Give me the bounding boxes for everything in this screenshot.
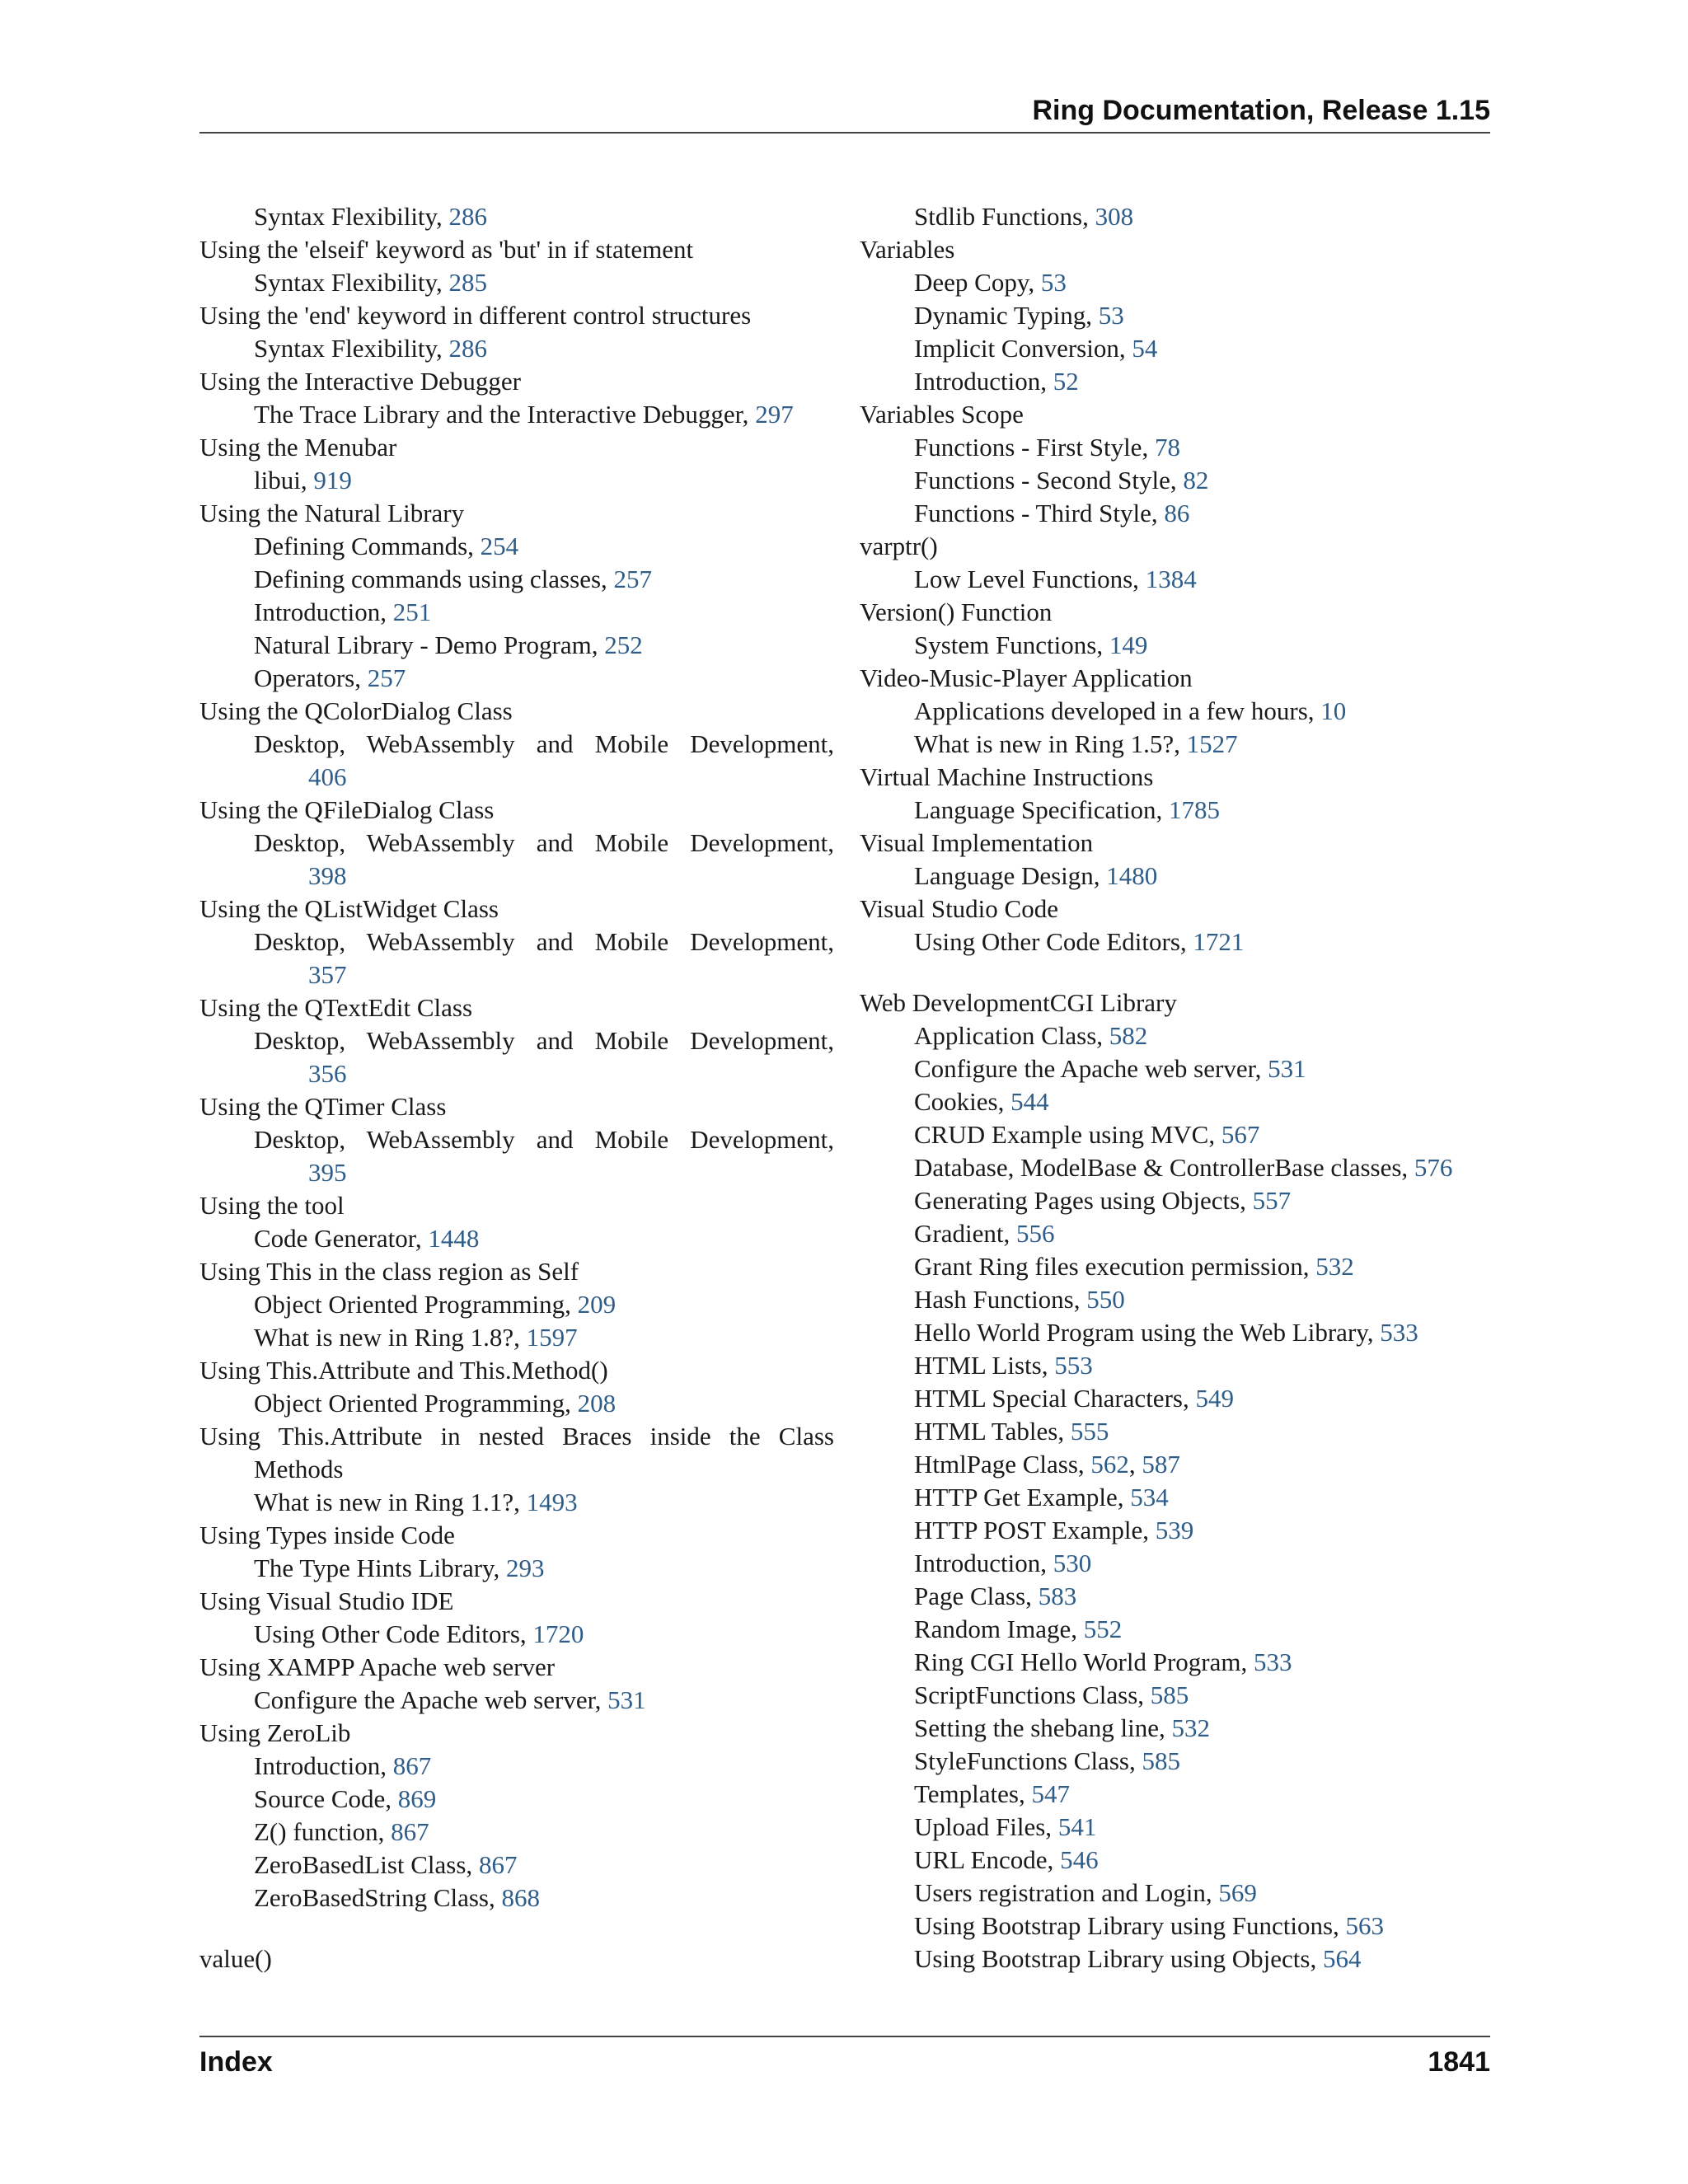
index-subterm: [199, 728, 834, 794]
page-link[interactable]: 585: [1142, 1746, 1180, 1775]
index-entry-text: Functions - First Style,: [914, 433, 1155, 462]
index-entry-text: Using This.Attribute and This.Method(): [199, 1356, 608, 1385]
index-entry-text: Gradient,: [914, 1219, 1016, 1248]
page-link[interactable]: 555: [1070, 1417, 1109, 1446]
index-entry-text: Using Types inside Code: [199, 1521, 455, 1549]
index-entry-text: Syntax Flexibility,: [254, 202, 449, 231]
index-subterm: [860, 1415, 1511, 1448]
index-subterm: [860, 728, 1511, 761]
index-subterm: [199, 1321, 834, 1354]
index-entry-text: ZeroBasedList Class,: [254, 1850, 479, 1879]
index-term: [860, 893, 1511, 926]
index-subterm: [860, 299, 1511, 332]
index-entry-text: What is new in Ring 1.8?,: [254, 1323, 527, 1352]
index-entry-text: Using the QColorDialog Class: [199, 696, 513, 725]
index-subterm: [199, 1387, 834, 1420]
index-subterm: [199, 398, 834, 431]
index-entry-text: Users registration and Login,: [914, 1878, 1219, 1907]
index-entry-continuation: Methods: [254, 1455, 344, 1483]
page-link[interactable]: 82: [1183, 466, 1209, 494]
index-entry-text: Hash Functions,: [914, 1285, 1087, 1314]
index-term: [199, 893, 834, 926]
index-subterm: [860, 365, 1511, 398]
page-link[interactable]: 585: [1150, 1680, 1189, 1709]
page-link[interactable]: 395: [308, 1158, 347, 1187]
index-subterm: [199, 563, 834, 596]
page-link[interactable]: 1597: [526, 1323, 578, 1352]
page-link[interactable]: 867: [478, 1850, 518, 1879]
index-subterm: [860, 860, 1511, 893]
page-link[interactable]: 53: [1098, 301, 1124, 330]
index-entry-text: Language Specification,: [914, 795, 1170, 824]
index-term: [199, 1255, 834, 1288]
index-subterm: [860, 695, 1511, 728]
index-subterm: [199, 266, 834, 299]
index-entry-text: Introduction,: [254, 1751, 393, 1780]
index-entry-text: HTML Special Characters,: [914, 1384, 1196, 1413]
index-subterm: [860, 794, 1511, 827]
page-link[interactable]: 254: [480, 532, 519, 560]
index-subterm: [860, 1613, 1511, 1646]
index-entry-text: Using Visual Studio IDE: [199, 1586, 454, 1615]
index-subterm: [860, 1151, 1511, 1184]
page-link[interactable]: 556: [1015, 1219, 1055, 1248]
index-entry-text: Deep Copy,: [914, 268, 1041, 297]
index-subterm: [199, 926, 834, 991]
page-link[interactable]: 532: [1315, 1252, 1354, 1281]
page-link[interactable]: 149: [1109, 630, 1148, 659]
page-link[interactable]: 867: [391, 1817, 429, 1846]
page-link[interactable]: 868: [501, 1883, 540, 1912]
index-entry-text: Defining Commands,: [254, 532, 481, 560]
index-entry-text: Random Image,: [914, 1615, 1084, 1643]
page-link[interactable]: 356: [308, 1059, 347, 1088]
index-entry-text: Using the tool: [199, 1191, 345, 1220]
page-link[interactable]: 587: [1142, 1450, 1180, 1479]
index-subterm: [860, 1778, 1511, 1811]
page-link[interactable]: 576: [1414, 1153, 1453, 1182]
index-entry-text: Visual Implementation: [860, 828, 1094, 857]
index-entry-text: Version() Function: [860, 598, 1053, 626]
index-entry-text: Using Bootstrap Library using Functions,: [914, 1911, 1346, 1940]
index-term: [199, 431, 834, 464]
index-entry-text: Using the Menubar: [199, 433, 397, 462]
index-subterm: [860, 1547, 1511, 1580]
index-subterm: [860, 1481, 1511, 1514]
index-subterm: [199, 332, 834, 365]
index-entry-text: Dynamic Typing,: [914, 301, 1099, 330]
page-link[interactable]: 1384: [1145, 565, 1197, 593]
index-entry-text: Desktop, WebAssembly and Mobile Development,: [254, 927, 834, 956]
index-subterm: [860, 1184, 1511, 1217]
index-subterm: [860, 1910, 1511, 1943]
page-link[interactable]: 252: [604, 630, 643, 659]
index-entry-text: value(): [199, 1944, 272, 1973]
page-link[interactable]: 583: [1038, 1582, 1077, 1610]
index-term: [199, 1354, 834, 1387]
page-link[interactable]: 1480: [1106, 861, 1158, 890]
index-subterm: [199, 1750, 834, 1783]
index-entry-text: Web DevelopmentCGI Library: [860, 988, 1177, 1017]
page-link[interactable]: 1493: [526, 1488, 578, 1516]
page-footer: [199, 2036, 1490, 2082]
index-subterm: [860, 1052, 1511, 1085]
index-subterm: [199, 1849, 834, 1882]
index-entry-text: Introduction,: [914, 1549, 1053, 1577]
index-subterm: [199, 1222, 834, 1255]
page-link[interactable]: 86: [1164, 499, 1190, 527]
index-subterm: [860, 1514, 1511, 1547]
page-link[interactable]: 533: [1253, 1647, 1292, 1676]
index-entry-text: Code Generator,: [254, 1224, 429, 1253]
index-subterm: [860, 1943, 1511, 1975]
page-link[interactable]: 544: [1010, 1087, 1049, 1116]
index-entry-text: Desktop, WebAssembly and Mobile Development,: [254, 1125, 834, 1154]
page-link[interactable]: 539: [1155, 1516, 1194, 1544]
page-link[interactable]: 534: [1130, 1483, 1169, 1511]
index-subterm: [860, 497, 1511, 530]
index-subterm: [860, 1250, 1511, 1283]
page-link[interactable]: 54: [1132, 334, 1158, 363]
page-link[interactable]: 10: [1320, 696, 1347, 725]
index-term: [860, 398, 1511, 431]
document-title: Ring Documentation, Release 1.15: [1032, 95, 1490, 126]
page-link[interactable]: 1527: [1186, 729, 1238, 758]
page-link[interactable]: 1721: [1193, 927, 1245, 956]
index-entry-text: Templates,: [914, 1779, 1032, 1808]
page-link[interactable]: 563: [1345, 1911, 1385, 1940]
index-entry-text: Defining commands using classes,: [254, 565, 614, 593]
index-entry-text: Syntax Flexibility,: [254, 268, 449, 297]
page-link[interactable]: 1448: [428, 1224, 480, 1253]
index-entry-text: Upload Files,: [914, 1812, 1058, 1841]
index-entry-text: Low Level Functions,: [914, 565, 1146, 593]
index-subterm: [860, 1217, 1511, 1250]
index-entry-text: Using XAMPP Apache web server: [199, 1652, 556, 1681]
index-entry-text: Using the Interactive Debugger: [199, 367, 521, 396]
index-term: [199, 695, 834, 728]
index-entry-text: What is new in Ring 1.5?,: [914, 729, 1187, 758]
page-header: [199, 92, 1490, 134]
page-link[interactable]: 398: [308, 861, 347, 890]
index-entry-text: Using the 'end' keyword in different control structures: [199, 301, 752, 330]
index-entry-text: Using the QFileDialog Class: [199, 795, 495, 824]
index-entry-text: CRUD Example using MVC,: [914, 1120, 1221, 1149]
index-subterm: [199, 1882, 834, 1915]
index-subterm: [199, 1024, 834, 1090]
index-term: [860, 662, 1511, 695]
index-subterm: HtmlPage Class, 562, 587: [914, 1450, 1180, 1479]
index-subterm: [860, 1085, 1511, 1118]
index-entry-text: Source Code,: [254, 1784, 398, 1813]
index-entry-text: StyleFunctions Class,: [914, 1746, 1142, 1775]
index-term: [199, 299, 834, 332]
index-entry-text: Visual Studio Code: [860, 894, 1058, 923]
index-entry-text: Page Class,: [914, 1582, 1039, 1610]
index-entry-text: Using Bootstrap Library using Objects,: [914, 1944, 1323, 1973]
page-link[interactable]: 285: [448, 268, 488, 297]
index-term: [199, 1943, 834, 1975]
page-link[interactable]: 533: [1380, 1318, 1418, 1347]
page-link[interactable]: 550: [1086, 1285, 1125, 1314]
index-term: [860, 827, 1511, 860]
index-entry-text: HTTP Get Example,: [914, 1483, 1131, 1511]
index-entry-text: Using the Natural Library: [199, 499, 465, 527]
index-entry-text: Desktop, WebAssembly and Mobile Development,: [254, 729, 834, 758]
page-link[interactable]: 564: [1322, 1944, 1362, 1973]
index-subterm: [860, 266, 1511, 299]
index-term: [860, 233, 1511, 266]
index-entry-text: Using Other Code Editors,: [254, 1619, 533, 1648]
index-subterm: [860, 563, 1511, 596]
index-entry-text: Operators,: [254, 663, 368, 692]
index-entry-text: Grant Ring files execution permission,: [914, 1252, 1316, 1281]
page-link[interactable]: 867: [392, 1751, 432, 1780]
index-term: [199, 1585, 834, 1618]
index-entry-text: Desktop, WebAssembly and Mobile Development,: [254, 1026, 834, 1055]
page-link[interactable]: 567: [1221, 1120, 1260, 1149]
index-entry-text: Cookies,: [914, 1087, 1011, 1116]
index-subterm: [860, 431, 1511, 464]
index-subterm: [860, 1679, 1511, 1712]
index-entry-text: Using Other Code Editors,: [914, 927, 1193, 956]
index-term: [860, 761, 1511, 794]
page-link[interactable]: 569: [1218, 1878, 1257, 1907]
footer-page-number: 1841: [1428, 2046, 1490, 2078]
index-column-left: [199, 200, 834, 1975]
index-entry-text: Configure the Apache web server,: [254, 1685, 608, 1714]
index-term: [860, 596, 1511, 629]
index-entry-text: Using This in the class region as Self: [199, 1257, 579, 1286]
page-link[interactable]: 251: [392, 598, 432, 626]
index-subterm: [860, 1877, 1511, 1910]
index-entry-text: libui,: [254, 466, 314, 494]
index-entry-text: Hello World Program using the Web Library,: [914, 1318, 1381, 1347]
index-subterm: [199, 629, 834, 662]
index-entry-text: HTTP POST Example,: [914, 1516, 1156, 1544]
index-subterm: [860, 1349, 1511, 1382]
index-subterm: [199, 1123, 834, 1189]
index-term: [199, 1420, 834, 1486]
index-subterm: [199, 1486, 834, 1519]
index-subterm: [199, 596, 834, 629]
index-entry-text: Functions - Second Style,: [914, 466, 1184, 494]
index-entry-text: Desktop, WebAssembly and Mobile Development,: [254, 828, 834, 857]
index-entry-text: Using the 'elseif' keyword as 'but' in if statement: [199, 235, 694, 264]
index-term: [860, 530, 1511, 563]
page-link[interactable]: 557: [1252, 1186, 1292, 1215]
index-term: [199, 1717, 834, 1750]
index-entry-text: Variables: [860, 235, 955, 264]
index-entry-text: Applications developed in a few hours,: [914, 696, 1321, 725]
index-entry-text: Natural Library - Demo Program,: [254, 630, 605, 659]
page-link[interactable]: 549: [1195, 1384, 1234, 1413]
page-link[interactable]: 919: [313, 466, 352, 494]
index-subterm: [199, 1783, 834, 1816]
index-subterm: [860, 200, 1511, 233]
index-subterm: [860, 1382, 1511, 1415]
index-entry-text: Application Class,: [914, 1021, 1109, 1050]
index-entry-text: Using This.Attribute in nested Braces inside the Class: [199, 1422, 834, 1451]
index-subterm: [860, 1811, 1511, 1844]
page-link[interactable]: 78: [1154, 433, 1180, 462]
index-subterm: [860, 1283, 1511, 1316]
index-entry-text: ScriptFunctions Class,: [914, 1680, 1151, 1709]
index-entry-text: Setting the shebang line,: [914, 1713, 1172, 1742]
page-link[interactable]: 406: [308, 762, 347, 791]
index-entry-text: Syntax Flexibility,: [254, 334, 449, 363]
page-link[interactable]: 532: [1171, 1713, 1211, 1742]
index-subterm: [860, 1745, 1511, 1778]
index-term: [199, 365, 834, 398]
page-link[interactable]: 208: [577, 1389, 617, 1418]
index-entry-text: Stdlib Functions,: [914, 202, 1095, 231]
index-term: [199, 497, 834, 530]
page-link[interactable]: 286: [448, 334, 488, 363]
index-subterm: [199, 1684, 834, 1717]
page-link[interactable]: 553: [1054, 1351, 1093, 1380]
index-term: [860, 987, 1511, 1019]
index-entry-text: varptr(): [860, 532, 938, 560]
page-link[interactable]: 1785: [1169, 795, 1221, 824]
index-subterm: [199, 1288, 834, 1321]
page-link[interactable]: 562: [1090, 1450, 1129, 1479]
page-link[interactable]: 869: [397, 1784, 437, 1813]
index-entry-text: Object Oriented Programming,: [254, 1389, 578, 1418]
index-entry-text: Virtual Machine Instructions: [860, 762, 1154, 791]
page-link[interactable]: 552: [1083, 1615, 1123, 1643]
index-entry-text: Using ZeroLib: [199, 1718, 351, 1747]
index-entry-text: Functions - Third Style,: [914, 499, 1165, 527]
index-entry-text: The Type Hints Library,: [254, 1554, 507, 1582]
page-link[interactable]: 1720: [532, 1619, 584, 1648]
index-subterm: [199, 530, 834, 563]
index-entry-text: Implicit Conversion,: [914, 334, 1132, 363]
index-subterm: [860, 1646, 1511, 1679]
index-entry-text: Object Oriented Programming,: [254, 1290, 578, 1319]
index-entry-text: Variables Scope: [860, 400, 1024, 429]
index-term: [199, 1189, 834, 1222]
index-entry-text: Z() function,: [254, 1817, 392, 1846]
index-column-right: [860, 200, 1511, 1975]
index-entry-text: ZeroBasedString Class,: [254, 1883, 502, 1912]
index-subterm: [199, 1618, 834, 1651]
index-term: [199, 1651, 834, 1684]
index-entry-text: Database, ModelBase & ControllerBase classes,: [914, 1153, 1414, 1182]
page-link[interactable]: 547: [1031, 1779, 1070, 1808]
index-entry-text: Using the QTimer Class: [199, 1092, 447, 1121]
index-subterm: [860, 629, 1511, 662]
index-entry-text: Generating Pages using Objects,: [914, 1186, 1253, 1215]
index-entry-text: Using the QListWidget Class: [199, 894, 499, 923]
index-entry-text: Using the QTextEdit Class: [199, 993, 473, 1022]
index-entry-text: Introduction,: [914, 367, 1053, 396]
index-subterm: [860, 1118, 1511, 1151]
index-subterm: [860, 1019, 1511, 1052]
index-entry-text: What is new in Ring 1.1?,: [254, 1488, 527, 1516]
index-subterm: [860, 1316, 1511, 1349]
index-term: [199, 1090, 834, 1123]
index-entry-text: System Functions,: [914, 630, 1109, 659]
index-term: [199, 1519, 834, 1552]
index-entry-text: Video-Music-Player Application: [860, 663, 1193, 692]
footer-section-label: Index: [199, 2046, 273, 2078]
page-link[interactable]: 531: [607, 1685, 646, 1714]
index-subterm: [199, 464, 834, 497]
index-entry-text: Introduction,: [254, 598, 393, 626]
index-subterm: [860, 926, 1511, 958]
page-link[interactable]: 357: [308, 960, 347, 989]
index-subterm: [199, 827, 834, 893]
index-subterm: [860, 332, 1511, 365]
page-link[interactable]: 53: [1040, 268, 1067, 297]
page-link[interactable]: 530: [1053, 1549, 1092, 1577]
page-link[interactable]: 546: [1060, 1845, 1099, 1874]
index-subterm: [860, 1712, 1511, 1745]
index-entry-text: The Trace Library and the Interactive Debugger,: [254, 400, 756, 429]
index-subterm: [199, 1816, 834, 1849]
index-subterm: [199, 200, 834, 233]
page-link[interactable]: 209: [577, 1290, 617, 1319]
index-entry-text: URL Encode,: [914, 1845, 1061, 1874]
index-subterm: [860, 1580, 1511, 1613]
page-link[interactable]: 257: [367, 663, 406, 692]
index-entry-text: Language Design,: [914, 861, 1107, 890]
page-link[interactable]: 257: [613, 565, 653, 593]
index-entry-text: HTML Lists,: [914, 1351, 1055, 1380]
index-subterm: [860, 464, 1511, 497]
page-link[interactable]: 286: [448, 202, 488, 231]
index-subterm: [199, 1552, 834, 1585]
page-link[interactable]: 541: [1057, 1812, 1097, 1841]
page-link[interactable]: 297: [755, 400, 794, 429]
page-link[interactable]: 582: [1109, 1021, 1148, 1050]
index-entry-text: Ring CGI Hello World Program,: [914, 1647, 1254, 1676]
page-link[interactable]: 308: [1095, 202, 1134, 231]
index-subterm: [199, 662, 834, 695]
index-entry-text: Configure the Apache web server,: [914, 1054, 1268, 1083]
index-entry-text: HtmlPage Class,: [914, 1450, 1091, 1479]
page-link[interactable]: 52: [1053, 367, 1079, 396]
index-entry-text: HTML Tables,: [914, 1417, 1071, 1446]
index-term: [199, 991, 834, 1024]
index-term: [199, 233, 834, 266]
index-term: [199, 794, 834, 827]
page-link[interactable]: 531: [1268, 1054, 1306, 1083]
page-link[interactable]: 293: [506, 1554, 545, 1582]
index-subterm: [860, 1844, 1511, 1877]
